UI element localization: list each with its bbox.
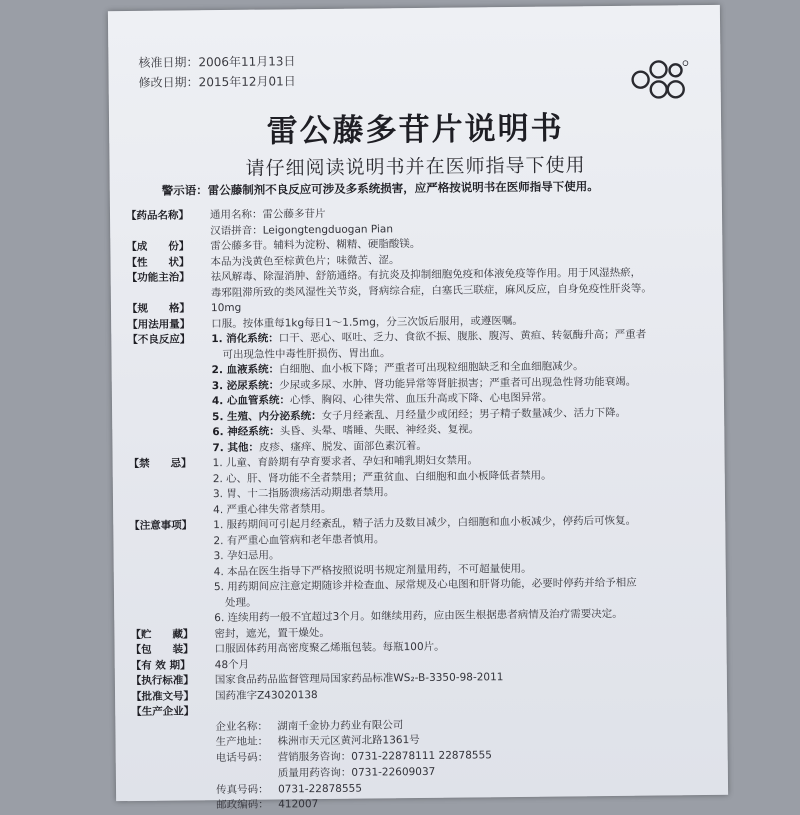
section-label: 【包 装】: [130, 643, 194, 657]
list-item: 1. 消化系统：口干、恶心、呕吐、乏力、食欲不振、腹胀、腹泻、黄疸、转氨酶升高；严重者: [211, 328, 647, 346]
list-item: 6. 连续用药一般不宜超过3个月。如继续用药，应由医生根据患者病情及治疗需要决定。: [214, 607, 623, 625]
list-item: 4. 心血管系统：心悸、胸闷、心律失常、血压升高或下降、心电图异常。: [211, 391, 553, 408]
section-contraindications: [129, 451, 720, 519]
generic-name: 通用名称：雷公藤多苷片: [209, 207, 326, 222]
usage-text: 口服。按体重每1kg每日1～1.5mg，分三次饭后服用，或遵医嘱。: [211, 314, 523, 330]
standard-text: 国家食品药品监督管理局国家药品标准WS₂-B-3350-98-2011: [214, 671, 504, 687]
list-item: 7. 其他：皮疹、瘙痒、脱发、面部色素沉着。: [212, 439, 427, 454]
list-item: 6. 神经系统：头昏、头晕、嗜睡、失眠、神经炎、复视。: [212, 423, 480, 439]
section-label: 【禁 忌】: [128, 457, 192, 471]
list-item: 2. 有严重心血管病和老年患者慎用。: [213, 532, 385, 547]
list-item: 2. 血液系统：白细胞、血小板下降；严重者可出现粒细胞缺乏和全血细胞减少。: [211, 360, 584, 377]
list-item: 1. 服药期间可引起月经紊乱，精子活力及数目减少，白细胞和血小板减少，停药后可恢复。: [213, 514, 637, 532]
list-item: 1. 儿童、育龄期有孕育要求者、孕妇和哺乳期妇女禁用。: [212, 454, 479, 470]
list-item-continued: 可出现急性中毒性肝损伤、胃出血。: [222, 346, 391, 361]
company-quality-phone: 质量用药咨询：0731-22609037: [277, 765, 436, 780]
list-item: 2. 心、肝、肾功能不全者禁用；严重贫血、白细胞和血小板降低者禁用。: [212, 469, 552, 485]
indications-line: 毒邪阻滞所致的类风湿性关节炎，肾病综合症，白塞氏三联症，麻风反应，自身免疫性肝炎等。: [210, 282, 652, 299]
company-address: 生产地址： 株洲市天元区黄河北路1361号: [215, 734, 420, 749]
section-label: 【成 份】: [126, 240, 190, 254]
section-label: 【生产企业】: [131, 705, 195, 719]
warning-text: 雷公藤制剂不良反应可涉及多系统损害，应严格按说明书在医师指导下使用。: [207, 179, 599, 198]
leaflet-body: [126, 203, 722, 815]
section-label: 【不良反应】: [127, 333, 191, 347]
company-name: 企业名称： 湖南千金协力药业有限公司: [215, 718, 404, 733]
list-item: 3. 泌尿系统：少尿或多尿、水肿、肾功能异常等肾脏损害；严重者可出现急性肾功能衰竭。: [211, 375, 637, 392]
approve-date: 核准日期：2006年11月13日: [138, 54, 296, 70]
validity-text: 48个月: [214, 658, 250, 671]
list-item: 5. 用药期间应注意定期随诊并检查血、尿常规及心电图和肝肾功能，必要时停药并给予相应: [213, 576, 637, 594]
section-label: 【规 格】: [126, 302, 191, 316]
list-item: 5. 生殖、内分泌系统：女子月经紊乱、月经量少或闭经；男子精子数量减少、活力下降。: [212, 406, 627, 423]
list-item: 3. 胃、十二指肠溃疡活动期患者禁用。: [212, 486, 395, 501]
section-label: 【性 状】: [126, 255, 190, 269]
section-label: 【药品名称】: [125, 209, 190, 223]
section-label: 【有 效 期】: [130, 658, 191, 672]
composition-text: 雷公藤多苷。辅料为淀粉、糊精、硬脂酸镁。: [210, 237, 421, 253]
company-postcode: 邮政编码： 412007: [216, 798, 319, 812]
pinyin-name: 汉语拼音：Leigongtengduogan Pian: [210, 222, 394, 237]
section-label: 【功能主治】: [126, 271, 190, 285]
section-label: 【用法用量】: [127, 317, 191, 331]
modify-date: 修改日期：2015年12月01日: [138, 74, 296, 90]
instruction-leaflet: [108, 5, 728, 812]
package-text: 口服固体药用高密度聚乙烯瓶包装。每瓶100片。: [214, 640, 445, 656]
dates-block: [138, 51, 296, 93]
character-text: 本品为浅黄色至棕黄色片；味微苦、涩。: [210, 253, 400, 268]
storage-text: 密封，遮光，置干燥处。: [214, 626, 330, 640]
list-item: 3. 孕妇忌用。: [213, 549, 280, 563]
company-phone: 电话号码： 营销服务咨询：0731-22878111 22878555: [215, 749, 493, 765]
warning-label: 警示语：: [161, 183, 208, 198]
company-fax: 传真号码： 0731-22878555: [215, 782, 363, 796]
section-adverse: [127, 327, 718, 457]
page-subtitle: 请仔细阅读说明书并在医师指导下使用: [245, 154, 586, 180]
list-item: 4. 严重心律失常者禁用。: [213, 502, 332, 516]
section-label: 【贮 藏】: [130, 627, 194, 641]
section-precautions: [129, 513, 720, 628]
list-item: 4. 本品在医生指导下严格按照说明书规定剂量用药，不可超量使用。: [213, 562, 532, 578]
page-title: 雷公藤多苷片说明书: [266, 110, 564, 150]
list-item-continued: 处理。: [225, 596, 257, 609]
indications-line: 祛风解毒、除湿消肿、舒筋通络。有抗炎及抑制细胞免疫和体液免疫等作用。用于风湿热瘀，: [210, 266, 642, 284]
approval-text: 国药准字Z43020138: [214, 688, 318, 702]
section-label: 【注意事项】: [129, 519, 193, 533]
spec-text: 10mg: [210, 301, 242, 315]
section-label: 【执行标准】: [130, 674, 194, 688]
section-label: 【批准文号】: [130, 689, 195, 703]
